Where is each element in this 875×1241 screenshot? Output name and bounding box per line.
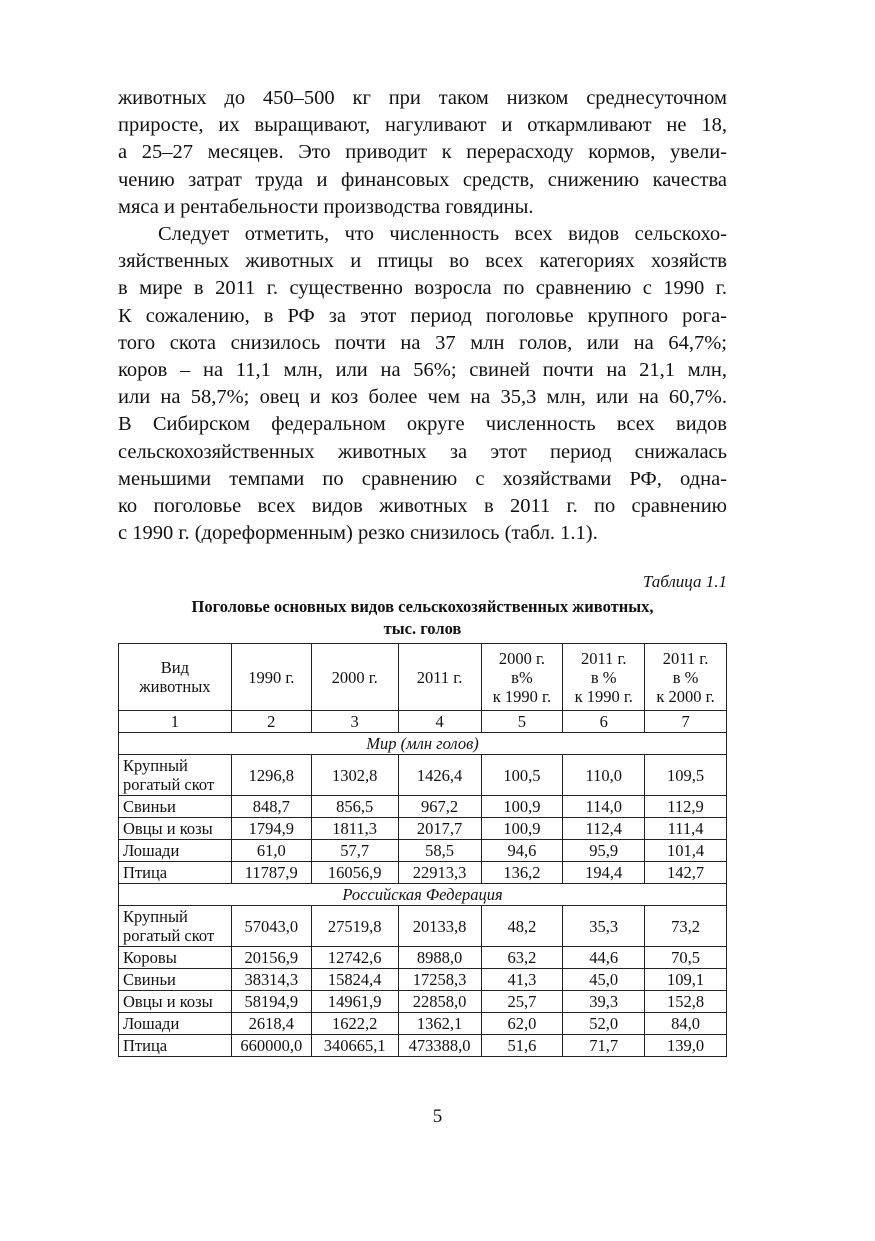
table-cell: 12742,6 xyxy=(311,947,398,969)
text-line: а 25–27 месяцев. Это приводит к перерасходу кормов, увели- xyxy=(118,141,727,164)
header-2011-vs-2000: 2011 г. в % к 2000 г. xyxy=(645,644,727,711)
animal-name: Птица xyxy=(119,1035,232,1057)
table-cell: 51,6 xyxy=(481,1035,563,1057)
table-cell: 100,9 xyxy=(481,818,563,840)
table-cell: 1794,9 xyxy=(231,818,311,840)
table-title-line-2: тыс. голов xyxy=(383,619,462,638)
table-cell: 100,9 xyxy=(481,796,563,818)
table-cell: 2618,4 xyxy=(231,1013,311,1035)
section-title: Мир (млн голов) xyxy=(119,733,727,755)
table-cell: 152,8 xyxy=(645,991,727,1013)
table-cell: 114,0 xyxy=(563,796,645,818)
table-cell: 110,0 xyxy=(563,755,645,796)
table-cell: 142,7 xyxy=(645,862,727,884)
animal-name: Коровы xyxy=(119,947,232,969)
animal-name: Птица xyxy=(119,862,232,884)
table-cell: 136,2 xyxy=(481,862,563,884)
table-cell: 109,1 xyxy=(645,969,727,991)
table-cell: 44,6 xyxy=(563,947,645,969)
table-row xyxy=(119,1035,727,1057)
text-line: зяйственных животных и птицы во всех категориях хозяйств xyxy=(118,250,727,273)
text-line: с 1990 г. (дореформенным) резко снизилось (табл. 1.1). xyxy=(118,522,598,545)
text-line: ко поголовье всех видов животных в 2011 г. по сравнению xyxy=(118,495,727,518)
table-cell: 15824,4 xyxy=(311,969,398,991)
table-cell: 58,5 xyxy=(398,840,481,862)
table-cell: 473388,0 xyxy=(398,1035,481,1057)
animal-name: Лошади xyxy=(119,1013,232,1035)
text-line: коров – на 11,1 млн, или на 56%; свиней почти на 21,1 млн, xyxy=(118,359,727,382)
text-line: животных до 450–500 кг при таком низком среднесуточном xyxy=(118,87,727,109)
table-cell: 11787,9 xyxy=(231,862,311,884)
table-row xyxy=(119,818,727,840)
animal-name: Овцы и козы xyxy=(119,991,232,1013)
text-line: в мире в 2011 г. существенно возросла по сравнению с 1990 г. xyxy=(118,277,727,300)
table-cell: 1362,1 xyxy=(398,1013,481,1035)
table-cell: 27519,8 xyxy=(311,906,398,947)
table-cell: 20133,8 xyxy=(398,906,481,947)
table-cell: 95,9 xyxy=(563,840,645,862)
text-line: того скота снизилось почти на 37 млн голов, или на 64,7%; xyxy=(118,331,727,354)
table-cell: 101,4 xyxy=(645,840,727,862)
text-line: или на 58,7%; овец и коз более чем на 35,3 млн, или на 60,7%. xyxy=(118,386,727,409)
column-number-row xyxy=(119,711,727,733)
table-row xyxy=(119,796,727,818)
table-cell: 856,5 xyxy=(311,796,398,818)
table-cell: 194,4 xyxy=(563,862,645,884)
table-cell: 41,3 xyxy=(481,969,563,991)
table-cell: 57043,0 xyxy=(231,906,311,947)
column-number: 3 xyxy=(311,711,398,733)
table-cell: 63,2 xyxy=(481,947,563,969)
text-line: В Сибирском федеральном округе численность всех видов xyxy=(118,413,727,436)
header-1990: 1990 г. xyxy=(231,644,311,711)
table-cell: 20156,9 xyxy=(231,947,311,969)
table-cell: 1622,2 xyxy=(311,1013,398,1035)
table-cell: 1811,3 xyxy=(311,818,398,840)
text-line: меньшими темпами по сравнению с хозяйствами РФ, одна- xyxy=(118,467,727,490)
paragraph-1 xyxy=(118,85,727,221)
animal-name: Свиньи xyxy=(119,969,232,991)
table-cell: 84,0 xyxy=(645,1013,727,1035)
table-cell: 1296,8 xyxy=(231,755,311,796)
table-cell: 71,7 xyxy=(563,1035,645,1057)
table-cell: 52,0 xyxy=(563,1013,645,1035)
table-cell: 61,0 xyxy=(231,840,311,862)
column-number: 6 xyxy=(563,711,645,733)
table-cell: 109,5 xyxy=(645,755,727,796)
table-cell: 14961,9 xyxy=(311,991,398,1013)
table-cell: 660000,0 xyxy=(231,1035,311,1057)
table-row xyxy=(119,1013,727,1035)
table-row xyxy=(119,755,727,796)
table-cell: 967,2 xyxy=(398,796,481,818)
table-cell: 25,7 xyxy=(481,991,563,1013)
header-2000: 2000 г. xyxy=(311,644,398,711)
header-animal-type: Вид животных xyxy=(119,644,232,711)
table-cell: 38314,3 xyxy=(231,969,311,991)
header-2000-vs-1990: 2000 г. в% к 1990 г. xyxy=(481,644,563,711)
table-header-row xyxy=(119,644,727,711)
table-cell: 22913,3 xyxy=(398,862,481,884)
table-cell: 57,7 xyxy=(311,840,398,862)
text-line: мяса и рентабельности производства говядины. xyxy=(118,195,534,218)
header-2011: 2011 г. xyxy=(398,644,481,711)
column-number: 1 xyxy=(119,711,232,733)
table-cell: 35,3 xyxy=(563,906,645,947)
table-cell: 848,7 xyxy=(231,796,311,818)
page-number: 5 xyxy=(432,1106,443,1127)
table-cell: 1302,8 xyxy=(311,755,398,796)
table-cell: 94,6 xyxy=(481,840,563,862)
table-title xyxy=(118,596,727,640)
table-cell: 16056,9 xyxy=(311,862,398,884)
table-row xyxy=(119,991,727,1013)
table-row xyxy=(119,862,727,884)
table-cell: 2017,7 xyxy=(398,818,481,840)
animal-name: Крупный рогатый скот xyxy=(119,906,232,947)
animal-name: Свиньи xyxy=(119,796,232,818)
table-cell: 111,4 xyxy=(645,818,727,840)
column-number: 5 xyxy=(481,711,563,733)
table-cell: 112,4 xyxy=(563,818,645,840)
table-cell: 70,5 xyxy=(645,947,727,969)
text-line: приросте, их выращивают, нагуливают и откармливают не 18, xyxy=(118,114,727,137)
table-row xyxy=(119,906,727,947)
animal-name: Овцы и козы xyxy=(119,818,232,840)
table-title-line-1: Поголовье основных видов сельскохозяйственных животных, xyxy=(191,597,654,616)
table-cell: 58194,9 xyxy=(231,991,311,1013)
table-cell: 139,0 xyxy=(645,1035,727,1057)
column-number: 7 xyxy=(645,711,727,733)
table-cell: 39,3 xyxy=(563,991,645,1013)
column-number: 4 xyxy=(398,711,481,733)
animal-name: Лошади xyxy=(119,840,232,862)
table-row xyxy=(119,840,727,862)
table-cell: 340665,1 xyxy=(311,1035,398,1057)
paragraph-2 xyxy=(118,221,727,547)
table-cell: 17258,3 xyxy=(398,969,481,991)
section-row xyxy=(119,884,727,906)
table-cell: 48,2 xyxy=(481,906,563,947)
table-cell: 1426,4 xyxy=(398,755,481,796)
section-row xyxy=(119,733,727,755)
table-cell: 8988,0 xyxy=(398,947,481,969)
header-2011-vs-1990: 2011 г. в % к 1990 г. xyxy=(563,644,645,711)
livestock-table xyxy=(118,643,727,1057)
table-label: Таблица 1.1 xyxy=(642,572,727,591)
table-cell: 112,9 xyxy=(645,796,727,818)
text-line: чению затрат труда и финансовых средств, снижению качества xyxy=(118,168,727,191)
table-cell: 45,0 xyxy=(563,969,645,991)
table-row xyxy=(119,969,727,991)
animal-name: Крупный рогатый скот xyxy=(119,755,232,796)
table-row xyxy=(119,947,727,969)
table-cell: 73,2 xyxy=(645,906,727,947)
table-cell: 100,5 xyxy=(481,755,563,796)
table-cell: 62,0 xyxy=(481,1013,563,1035)
text-line: сельскохозяйственных животных за этот период снижалась xyxy=(118,440,727,463)
text-line: Следует отметить, что численность всех видов сельскохо- xyxy=(158,223,727,245)
text-line: К сожалению, в РФ за этот период поголовье крупного рога- xyxy=(118,304,727,327)
column-number: 2 xyxy=(231,711,311,733)
table-cell: 22858,0 xyxy=(398,991,481,1013)
section-title: Российская Федерация xyxy=(119,884,727,906)
